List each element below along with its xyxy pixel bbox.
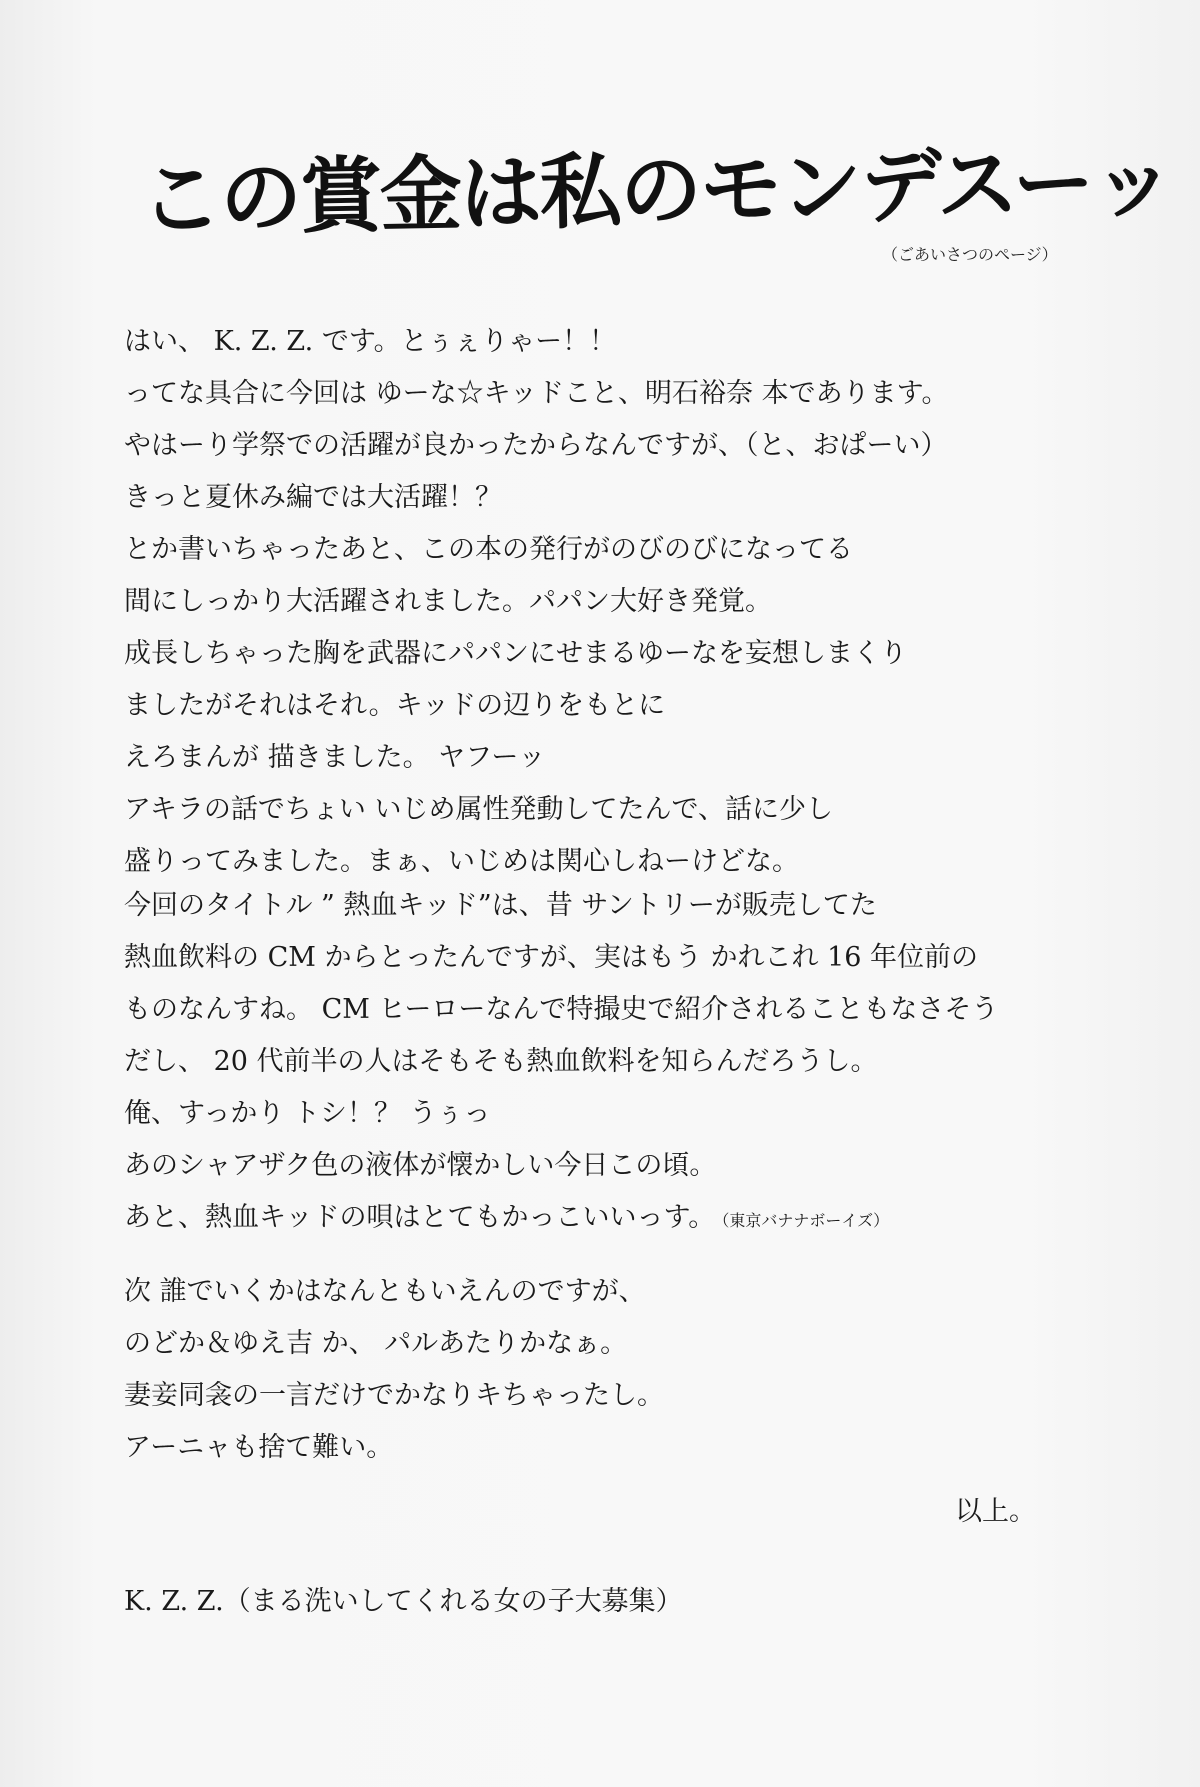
text-line: 今回のタイトル ” 熱血キッド”は、昔 サントリーが販売してた (124, 890, 877, 921)
text-line: ましたがそれはそれ。キッドの辺りをもとに (124, 690, 666, 721)
text-line: のどか＆ゆえ吉 か、 パルあたりかなぁ。 (124, 1328, 628, 1359)
text-line: 妻妾同衾の一言だけでかなりキちゃったし。 (124, 1380, 664, 1411)
text-line: やはーり学祭での活躍が良かったからなんですが、（と、おぱーい） (124, 430, 948, 461)
small-note: （東京バナナボーイズ） (721, 1211, 890, 1230)
paragraph-greeting (124, 316, 948, 888)
text-line: あのシャアザク色の液体が懐かしい今日この頃。 (124, 1150, 717, 1181)
page-subtitle: （ごあいさつのページ） (882, 245, 1058, 264)
paragraph-title-origin (124, 880, 998, 1244)
text-line: 熱血飲料の CM からとったんですが、実はもう かれこれ 16 年位前の (124, 942, 979, 973)
page-title: この賞金は私のモンデスーッ (139, 134, 1174, 248)
text-line: ものなんすね。 CM ヒーローなんで特撮史で紹介されることもなさそう (124, 994, 999, 1025)
text-line: アキラの話でちょい いじめ属性発動してたんで、話に少し (124, 794, 833, 825)
text-line: 次 誰でいくかはなんともいえんのですが、 (124, 1276, 646, 1307)
text-line: えろまんが 描きました。 ヤフーッ (124, 742, 546, 773)
paragraph-next-plans (124, 1266, 664, 1474)
closing-remark: 以上。 (955, 1496, 1036, 1527)
text-line-body: あと、熱血キッドの唄はとてもかっこいいっす。 (124, 1202, 716, 1233)
text-line: 間にしっかり大活躍されました。パパン大好き発覚。 (124, 586, 772, 617)
text-line: 成長しちゃった胸を武器にパパンにせまるゆーなを妄想しまくり (124, 638, 907, 669)
text-line: きっと夏休み編では大活躍！？ (124, 482, 502, 513)
author-signature: K. Z. Z.（まる洗いしてくれる女の子大募集） (124, 1586, 683, 1617)
text-line: だし、 20 代前半の人はそもそも熱血飲料を知らんだろうし。 (124, 1046, 878, 1077)
text-line: はい、 K. Z. Z. です。とぅぇりゃー！！ (124, 326, 617, 357)
text-line: とか書いちゃったあと、この本の発行がのびのびになってる (124, 534, 853, 565)
text-line-with-note (124, 1192, 998, 1244)
text-line: 俺、すっかり トシ！？ うぅっ (124, 1098, 491, 1129)
text-line: ってな具合に今回は ゆーな☆キッドこと、明石裕奈 本であります。 (124, 378, 949, 409)
text-line: アーニャも捨て難い。 (124, 1432, 394, 1463)
text-line: 盛りってみました。まぁ、いじめは関心しねーけどな。 (124, 846, 799, 877)
